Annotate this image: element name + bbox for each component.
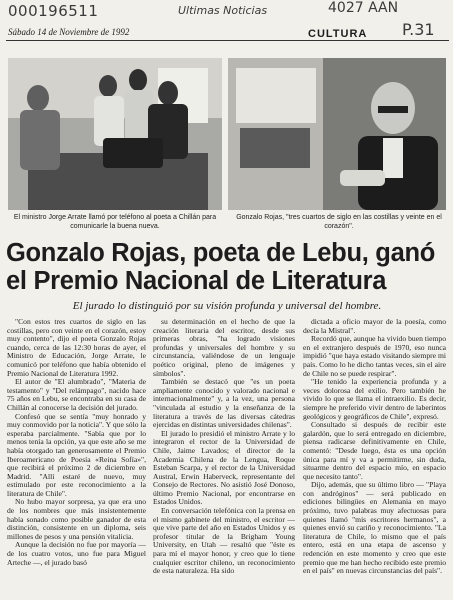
- photo-caption-minister: El ministro Jorge Arrate llamó por teléfono al poeta a Chillán para comunicarle la buena nueva.: [13, 214, 217, 230]
- article-column-1: [7, 318, 146, 600]
- page-number: P.31: [402, 20, 435, 39]
- handwritten-source-note: Ultimas Noticias: [178, 4, 268, 17]
- paragraph: El jurado lo presidió el ministro Arrate y lo integraron el rector de la Universidad de Chile, Jaime Lavados; el director de la Academia Chilena de la Lengua, Roque Esteban Scarpa, y el rector de la Universidad Austral, Erwin Haberveck, representante del Consejo de Rectores. No asistió José Donoso, último Premio Nacional, por encontrarse en Estados Unidos.: [153, 428, 295, 507]
- paragraph: Recordó que, aunque ha vivido buen tiempo en el extranjero después de 1970, eso nunca impidió "que haya estado visitando siempre mi país. Como lo he dicho tantas veces, sin el aire de Chile no se puede respirar".: [303, 334, 446, 378]
- headline-line-2: el Premio Nacional de Literatura: [6, 267, 387, 295]
- paragraph: El autor de "El alumbrado", "Materia de testamento" y "Del relámpago", nacido hace 75 años en Lebu, se encontraba en su casa de Chillán al conocerse la decisión del jurado.: [7, 377, 146, 412]
- photo-gonzalo-rojas-image: [228, 58, 446, 210]
- paragraph: "Con estos tres cuartos de siglo en las costillas, pero con veinte en el corazón, estoy muy contento", dijo el poeta Gonzalo Rojas cuando, cerca de las 12:30 horas de ayer, el Ministro de Educación, Jorge Arrate, le comunicó por teléfono que había obtenido el Premio Nacional de Literatura 1992.: [7, 318, 146, 378]
- paragraph: Aunque la decisión no fue por mayoría — de los cuatro votos, uno fue para Miguel Arteche —, el jurado basó: [7, 540, 146, 567]
- photo-minister-phone: [8, 58, 222, 210]
- headline: [6, 239, 448, 295]
- paragraph: dictada a oficio mayor de la poesía, como decía la Mistral".: [303, 318, 446, 335]
- paragraph: No hubo mayor sorpresa, ya que era uno de los nombres que más insistentemente había sonado como posible ganador de esta distinción, consistente en un diploma, seis millones de pesos y una pensión vitalicia.: [7, 497, 146, 541]
- header-rule: [6, 40, 449, 41]
- photo-caption-poet: Gonzalo Rojas, "tres cuartos de siglo en las costillas y veinte en el corazón".: [236, 214, 442, 230]
- paragraph: Confesó que se sentía "muy honrado y muy conmovido por la noticia". Y que sólo la esperaba parcialmente. "Sabía que por lo menos tenía la opción, ya que este año se me había otorgado tan generosamente el Premio Iberoamericano de Poesía «Reina Sofía»", que recibirá el próximo 2 de diciembre en Madrid. "Allí estaré de nuevo, muy estimulado por este reconocimiento a la literatura de Chile".: [7, 411, 146, 498]
- archive-id-stamp: 000196511: [8, 2, 99, 20]
- subheadline: El jurado lo distinguió por su visión profunda y universal del hombre.: [72, 300, 382, 312]
- paragraph: También se destacó que "es un poeta ampliamente conocido y valorado nacional e internacionalmente" y, a la vez, una persona "vinculada al estudio y la enseñanza de la literatura a través de las diversas cátedras ejercidas en distintas universidades chilenas".: [153, 377, 295, 430]
- paragraph: su determinación en el hecho de que la creación literaria del escritor, desde sus primeras obras, "ha logrado visiones profundas y universales del hombre y su circunstancia, valiéndose de un lenguaje poético original, pleno de imágenes y símbolos".: [153, 318, 295, 378]
- article-column-3: [303, 318, 446, 600]
- paragraph: En conversación telefónica con la prensa en el mismo gabinete del ministro, el escritor — que vive parte del año en Estados Unidos y es profesor titular de la Brigham Young University, en Utah — resaltó que "éste es para mí el mayor honor, y creo que lo tiene cualquier escritor chileno, un reconocimiento de esta naturaleza. Ha sido: [153, 506, 295, 576]
- paragraph: Consultado si después de recibir este galardón, que lo será entregado en diciembre, piensa radicarse definitivamente en Chile, comentó: "Desde luego, ésta es una opción única para mí y va a permitirme, sin duda, situarme dentro del espacio mío, en espacio que necesito tanto".: [303, 420, 446, 481]
- headline-line-1: Gonzalo Rojas, poeta de Lebu, ganó: [6, 239, 436, 267]
- section-label: CULTURA: [308, 28, 368, 40]
- dateline: Sábado 14 de Noviembre de 1992: [8, 27, 130, 37]
- paragraph: Dijo, además, que su último libro — "Playa con andróginos" — será publicado en ediciones bilingües en Alemania en mayo próximo, tuvo palabras muy afectuosas para quienes llamó "mis escritores hermanos", a quienes envió su cariño y reconocimiento. "La literatura de Chile, lo mismo que el país entero, está en una etapa de ascenso y redención en este momento y creo que este premio que me han hecho recibido este premio en el país" en nuevas circunstancias del país".: [303, 480, 446, 576]
- paragraph: "He tenido la experiencia profunda y a veces dolorosa del exilio. Pero también he vivido lo que se llama el intraexilio. Es decir, siempre he preferido vivir dentro de laberintos geológicos y geográficos de Chile", expresó.: [303, 377, 446, 421]
- handwritten-reference: 4027 AAN: [328, 0, 399, 16]
- photo-gonzalo-rojas: [228, 58, 446, 210]
- article-column-2: [153, 318, 295, 600]
- photo-minister-phone-image: [8, 58, 222, 210]
